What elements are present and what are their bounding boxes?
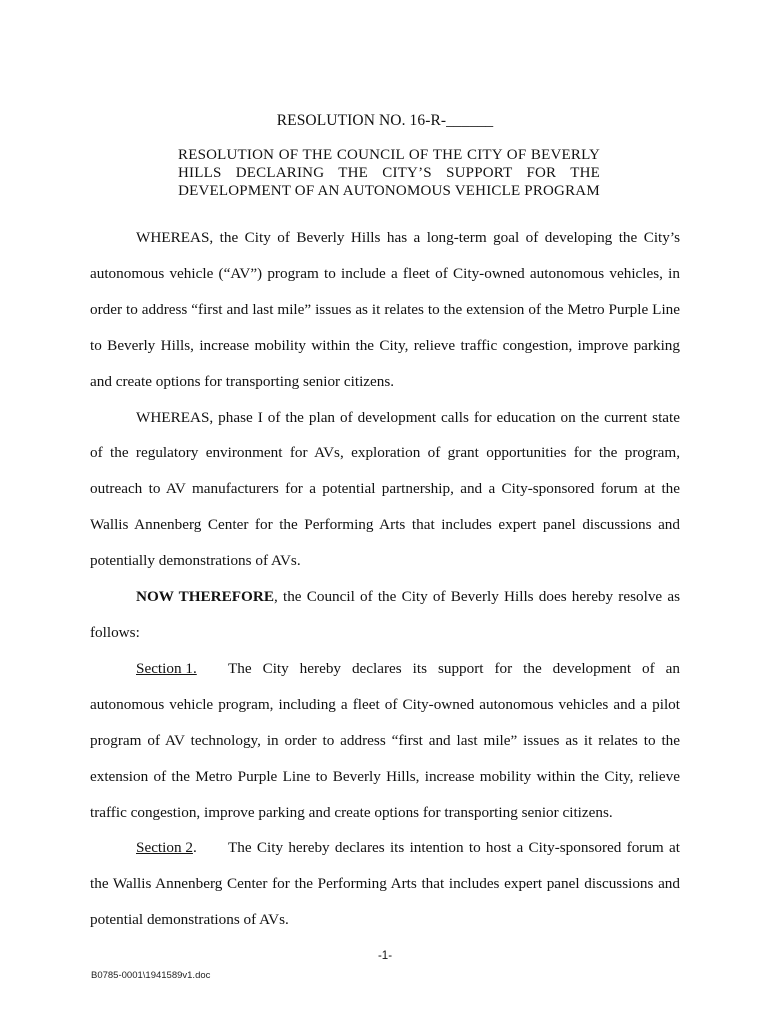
now-therefore-lead: NOW THEREFORE xyxy=(136,588,274,606)
resolution-body xyxy=(90,220,680,938)
section-1-paragraph xyxy=(90,651,680,831)
section-1-text: The City hereby declares its support for the development of an autonomous vehicle program, including a fleet of City-owned autonomous vehicles and a pilot program of AV technology, in order to address “first and last mile” issues as it relates to the extension of the Metro Purple Line to Beverly Hills, increase mobility within the City, relieve traffic congestion, improve parking and create options for transporting senior citizens. xyxy=(90,659,680,821)
resolution-title: RESOLUTION OF THE COUNCIL OF THE CITY OF BEVERLY HILLS DECLARING THE CITY’S SUPPORT FOR THE DEVELOPMENT OF AN AUTONOMOUS VEHICLE PROGRAM xyxy=(178,147,600,199)
document-id: B0785-0001\1941589v1.doc xyxy=(91,970,211,981)
section-2-text: The City hereby declares its intention to host a City-sponsored forum at the Wallis Annenberg Center for the Performing Arts that includes expert panel discussions and potential demonstrations of AVs. xyxy=(90,839,680,929)
now-therefore-paragraph xyxy=(90,579,680,651)
whereas-paragraph-1: WHEREAS, the City of Beverly Hills has a long-term goal of developing the City’s autonomous vehicle (“AV”) program to include a fleet of City-owned autonomous vehicles, in order to address “first and last mile” issues as it relates to the extension of the Metro Purple Line to Beverly Hills, increase mobility within the City, relieve traffic congestion, improve parking and create options for transporting senior citizens. xyxy=(90,229,680,390)
section-1-label: Section 1. xyxy=(136,659,197,677)
resolution-number: RESOLUTION NO. 16-R-______ xyxy=(276,112,494,129)
section-2-label: Section 2 xyxy=(136,839,193,857)
section-2-label-wrap xyxy=(136,830,228,866)
section-2-paragraph xyxy=(90,830,680,938)
page-number: -1- xyxy=(377,950,393,962)
now-therefore-text: , the Council of the City of Beverly Hills does hereby resolve as follows: xyxy=(90,588,681,641)
section-2-label-period: . xyxy=(192,839,197,857)
whereas-paragraph-2: WHEREAS, phase I of the plan of development calls for education on the current state of the regulatory environment for AVs, exploration of grant opportunities for the program, outreach to AV manufacturers for a potential partnership, and a City-sponsored forum at the Wallis Annenberg Center for the Performing Arts that includes expert panel discussions and potentially demonstrations of AVs. xyxy=(90,408,680,570)
